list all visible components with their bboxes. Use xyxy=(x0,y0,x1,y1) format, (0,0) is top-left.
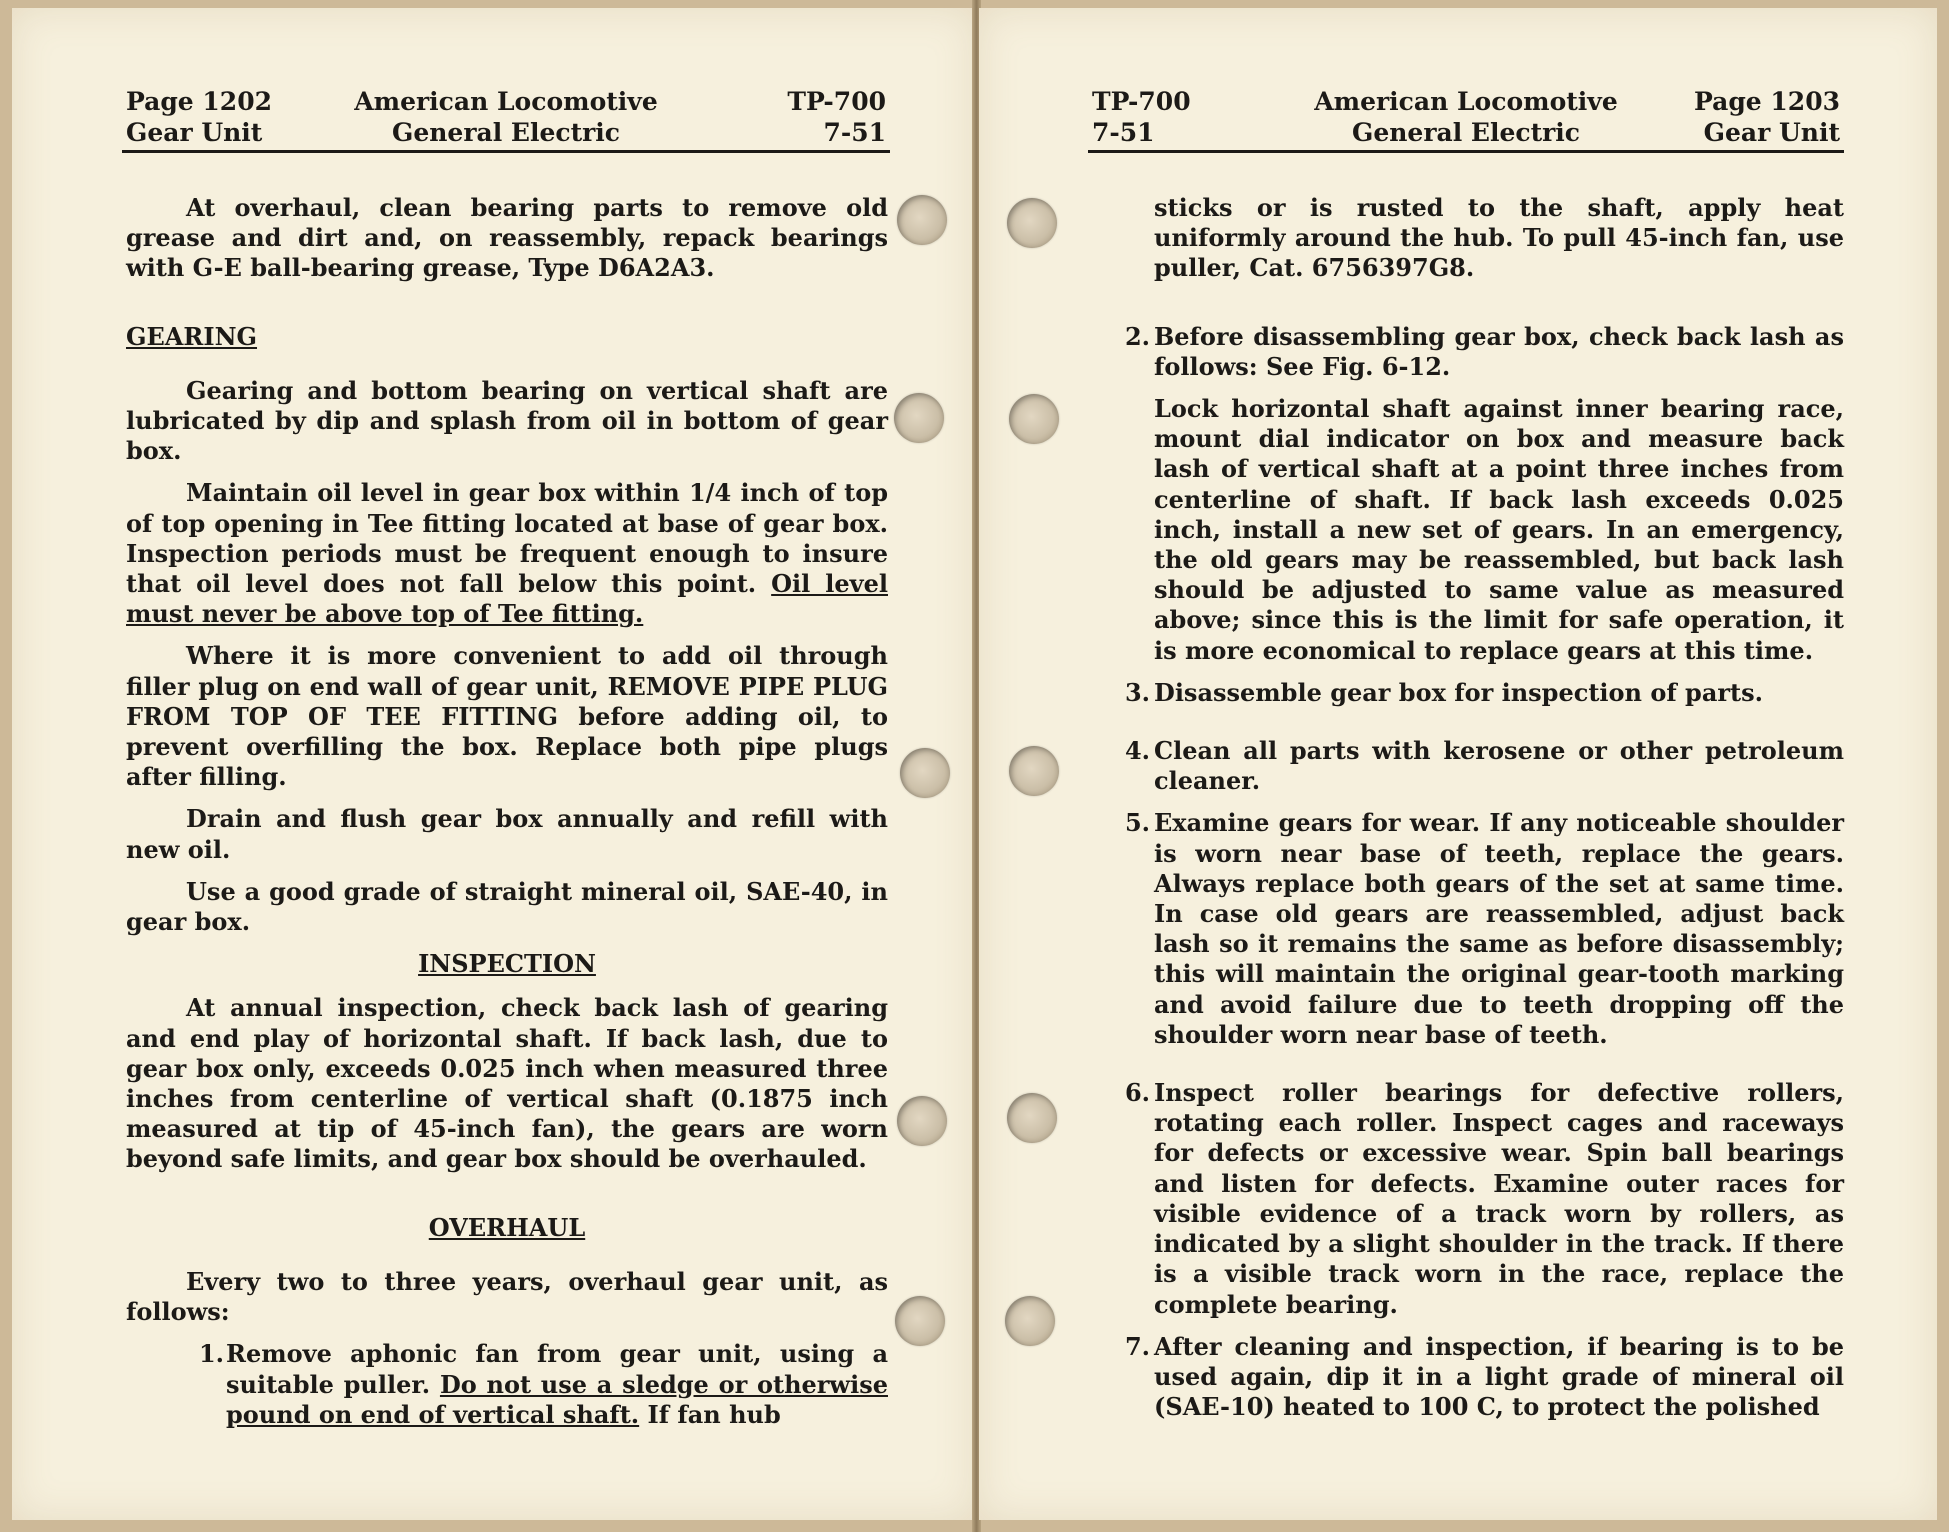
company-name-2: General Electric xyxy=(391,118,621,147)
binder-hole xyxy=(897,195,947,245)
doc-number: TP-700 xyxy=(1092,87,1191,116)
step-number: 6. xyxy=(1124,1078,1150,1108)
step-number: 5. xyxy=(1124,808,1150,838)
right-page-header xyxy=(1088,86,1844,153)
binder-hole xyxy=(900,748,950,798)
gearing-heading: GEARING xyxy=(126,321,258,351)
company-name: American Locomotive xyxy=(1314,87,1618,116)
gearing-paragraph-5: Use a good grade of straight mineral oil, SAE-40, in gear box. xyxy=(126,876,888,937)
doc-date: 7-51 xyxy=(823,118,886,147)
binder-hole xyxy=(895,1296,945,1346)
sledge-warning: Do not use a sledge or otherwise pound on end of vertical shaft. xyxy=(226,1369,888,1429)
gearing-paragraph-4: Drain and flush gear box annually and refill with new oil. xyxy=(126,804,888,864)
step-number: 7. xyxy=(1124,1331,1150,1361)
gearing-paragraph-3: Where it is more convenient to add oil through filler plug on end wall of gear unit, REMOVE PIPE PLUG FROM TOP OF TEE FITTING before adding oil, to prevent overfilling the box. Replace both pipe plugs after filling. xyxy=(126,641,889,792)
gearing-paragraph-2: Maintain oil level in gear box within 1/4 inch of top of top opening in Tee fitting located at base of gear box. Inspection periods must be frequent enough to insure that oil level does not fall below this point. Oil level must never be above top of Tee fitting. xyxy=(126,478,888,629)
doc-date: 7-51 xyxy=(1092,118,1155,147)
doc-number: TP-700 xyxy=(787,87,886,116)
section-name: Gear Unit xyxy=(126,118,263,147)
inspection-heading: INSPECTION xyxy=(418,949,596,979)
step-number: 4. xyxy=(1124,736,1150,766)
overhaul-step-3: 3. Disassemble gear box for inspection of parts. xyxy=(1094,678,1844,708)
overhaul-step-2: 2. Before disassembling gear box, check back lash as follows: See Fig. 6-12. Lock horizontal shaft against inner bearing race, mount dial indicator on box and measure back lash of vertical shaft at a point three inches from centerline of shaft. If back lash exceeds 0.025 inch, install a new set of gears. In an emergency, the old gears may be reassembled, but back lash should be adjusted to same value as measured above; since this is the limit for safe operation, it is more economical to replace gears at this time. xyxy=(1094,322,1844,666)
section-name: Gear Unit xyxy=(1703,118,1840,147)
intro-paragraph: At overhaul, clean bearing parts to remove old grease and dirt and, on reassembly, repack bearings with G-E ball-bearing grease, Type D6A2A3. xyxy=(126,193,888,283)
overhaul-heading: OVERHAUL xyxy=(428,1212,586,1242)
overhaul-step-6: 6. Inspect roller bearings for defective rollers, rotating each roller. Inspect cages and raceways for defects or excessive wear. Spin ball bearings and listen for defects. Examine outer races for visible evidence of a track worn by rollers, as indicated by a slight shoulder in the track. If there is a visible track worn in the race, replace the complete bearing. xyxy=(1094,1078,1844,1320)
overhaul-step-7: 7. After cleaning and inspection, if bearing is to be used again, dip it in a light grade of mineral oil (SAE-10) heated to 100 C, to protect the polished xyxy=(1094,1332,1844,1423)
step-1-continued: sticks or is rusted to the shaft, apply heat uniformly around the hub. To pull 45-inch fan, use puller, Cat. 6756397G8. xyxy=(1154,193,1844,283)
company-name-2: General Electric xyxy=(1351,118,1581,147)
company-name: American Locomotive xyxy=(354,87,658,116)
oil-level-warning: Oil level must never be above top of Tee fitting. xyxy=(126,569,888,629)
left-page-content xyxy=(126,193,888,1442)
left-page xyxy=(12,8,975,1520)
overhaul-step-4: 4. Clean all parts with kerosene or other petroleum cleaner. xyxy=(1094,736,1844,796)
right-page xyxy=(979,8,1937,1520)
overhaul-step-1: 1. Remove aphonic fan from gear unit, using a suitable puller. Do not use a sledge or otherwise pound on end of vertical shaft. If fan hub xyxy=(126,1339,888,1430)
page-number: Page 1202 xyxy=(126,87,272,116)
back-lash-procedure: Lock horizontal shaft against inner bearing race, mount dial indicator on box and measure back lash of vertical shaft at a point three inches from centerline of shaft. If back lash exceeds 0.025 inch, install a new set of gears. In an emergency, the old gears may be reassembled, but back lash should be adjusted to same value as measured above; since this is the limit for safe operation, it is more economical to replace gears at this time. xyxy=(1154,394,1844,665)
page-number: Page 1203 xyxy=(1694,87,1840,116)
overhaul-paragraph: Every two to three years, overhaul gear unit, as follows: xyxy=(126,1266,888,1327)
binder-hole xyxy=(894,393,944,443)
binder-hole xyxy=(1009,394,1059,444)
step-number: 2. xyxy=(1124,321,1150,351)
binder-hole xyxy=(897,1096,947,1146)
inspection-paragraph: At annual inspection, check back lash of gearing and end play of horizontal shaft. If back lash, due to gear box only, exceeds 0.025 inch when measured three inches from centerline of vertical shaft (0.1875 inch measured at tip of 45-inch fan), the gears are worn beyond safe limits, and gear box should be overhauled. xyxy=(126,993,888,1174)
binder-hole xyxy=(1007,1093,1057,1143)
gearing-paragraph-1: Gearing and bottom bearing on vertical shaft are lubricated by dip and splash from oil in bottom of gear box. xyxy=(126,375,888,466)
step-number: 1. xyxy=(198,1339,224,1369)
binder-hole xyxy=(1005,1296,1055,1346)
binder-hole xyxy=(1009,746,1059,796)
left-page-header xyxy=(122,86,890,153)
pipe-plug-warning: REMOVE PIPE PLUG FROM TOP OF TEE FITTING xyxy=(126,671,889,731)
step-number: 3. xyxy=(1124,677,1150,707)
binder-hole xyxy=(1007,198,1057,248)
right-page-content xyxy=(1094,193,1844,1434)
overhaul-step-5: 5. Examine gears for wear. If any noticeable shoulder is worn near base of teeth, replace the gears. Always replace both gears of the set at same time. In case old gears are reassembled, adjust back lash so it remains the same as before disassembly; this will maintain the original gear-tooth marking and avoid failure due to teeth dropping off the shoulder worn near base of teeth. xyxy=(1094,808,1844,1050)
